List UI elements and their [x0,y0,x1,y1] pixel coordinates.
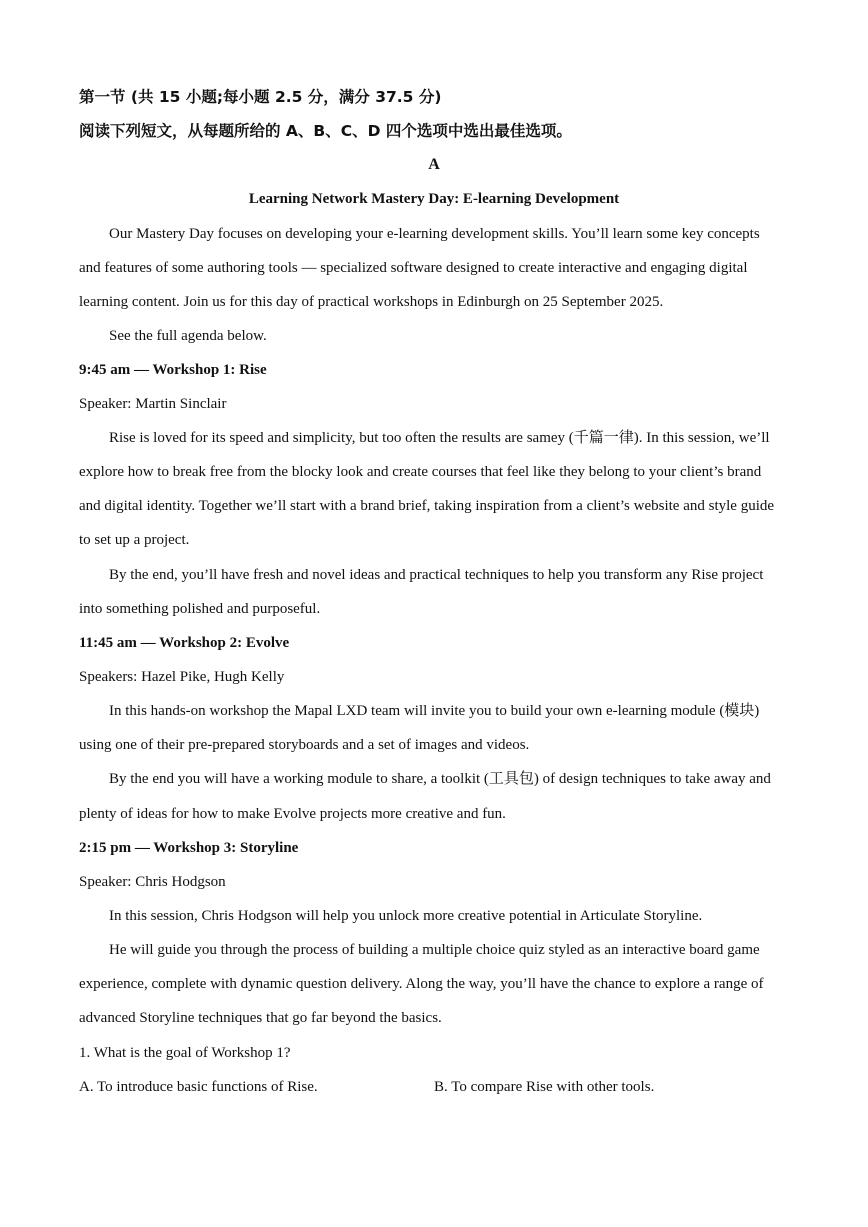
question-1-option-b: B. To compare Rise with other tools. [434,1079,655,1095]
workshop-2-heading: 11:45 am — Workshop 2: Evolve [79,635,290,651]
workshop-1-para1-line-1: Rise is loved for its speed and simplicity, but too often the results are samey (千篇一律). In this session, we’ll [109,430,770,446]
question-1-stem: 1. What is the goal of Workshop 1? [79,1045,291,1061]
workshop-3-speaker: Speaker: Chris Hodgson [79,874,226,890]
section-instruction: 阅读下列短文，从每题所给的 A、B、C、D 四个选项中选出最佳选项。 [79,122,572,140]
workshop-1-para1-line-3: and digital identity. Together we’ll start with a brand brief, taking inspiration from a client’s website and style guide [79,498,775,514]
workshop-3-para2-line-2: experience, complete with dynamic question delivery. Along the way, you’ll have the chance to explore a range of [79,976,764,992]
workshop-1-para1-line-4: to set up a project. [79,532,190,548]
question-1-option-a: A. To introduce basic functions of Rise. [79,1079,318,1095]
passage-letter: A [428,156,440,173]
intro-line-2: and features of some authoring tools — specialized software designed to create interactive and engaging digital [79,260,748,276]
workshop-2-para1-line-2: using one of their pre-prepared storyboards and a set of images and videos. [79,737,530,753]
workshop-3-para2-line-1: He will guide you through the process of building a multiple choice quiz styled as an interactive board game [109,942,760,958]
workshop-1-para1-line-2: explore how to break free from the blocky look and create courses that feel like they belong to your client’s brand [79,464,762,480]
workshop-2-speaker: Speakers: Hazel Pike, Hugh Kelly [79,669,285,685]
passage-title: Learning Network Mastery Day: E-learning Development [248,191,620,207]
workshop-3-para1-line-1: In this session, Chris Hodgson will help you unlock more creative potential in Articulate Storyline. [109,908,703,924]
workshop-2-para2-line-1: By the end you will have a working module to share, a toolkit (工具包) of design techniques to take away and [109,771,771,787]
intro-line-3: learning content. Join us for this day of practical workshops in Edinburgh on 25 September 2025. [79,294,664,310]
workshop-1-para2-line-2: into something polished and purposeful. [79,601,321,617]
workshop-3-heading: 2:15 pm — Workshop 3: Storyline [79,840,299,856]
workshop-2-para2-line-2: plenty of ideas for how to make Evolve projects more creative and fun. [79,806,506,822]
workshop-3-para2-line-3: advanced Storyline techniques that go far beyond the basics. [79,1010,442,1026]
workshop-2-para1-line-1: In this hands-on workshop the Mapal LXD team will invite you to build your own e-learning module (模块) [109,703,760,719]
agenda-note: See the full agenda below. [109,328,267,344]
workshop-1-speaker: Speaker: Martin Sinclair [79,396,227,412]
intro-line-1: Our Mastery Day focuses on developing your e-learning development skills. You’ll learn some key concepts [109,226,760,242]
workshop-1-para2-line-1: By the end, you’ll have fresh and novel ideas and practical techniques to help you transform any Rise project [109,567,764,583]
workshop-1-heading: 9:45 am — Workshop 1: Rise [79,362,267,378]
section-heading: 第一节 (共 15 小题;每小题 2.5 分，满分 37.5 分) [79,88,442,106]
